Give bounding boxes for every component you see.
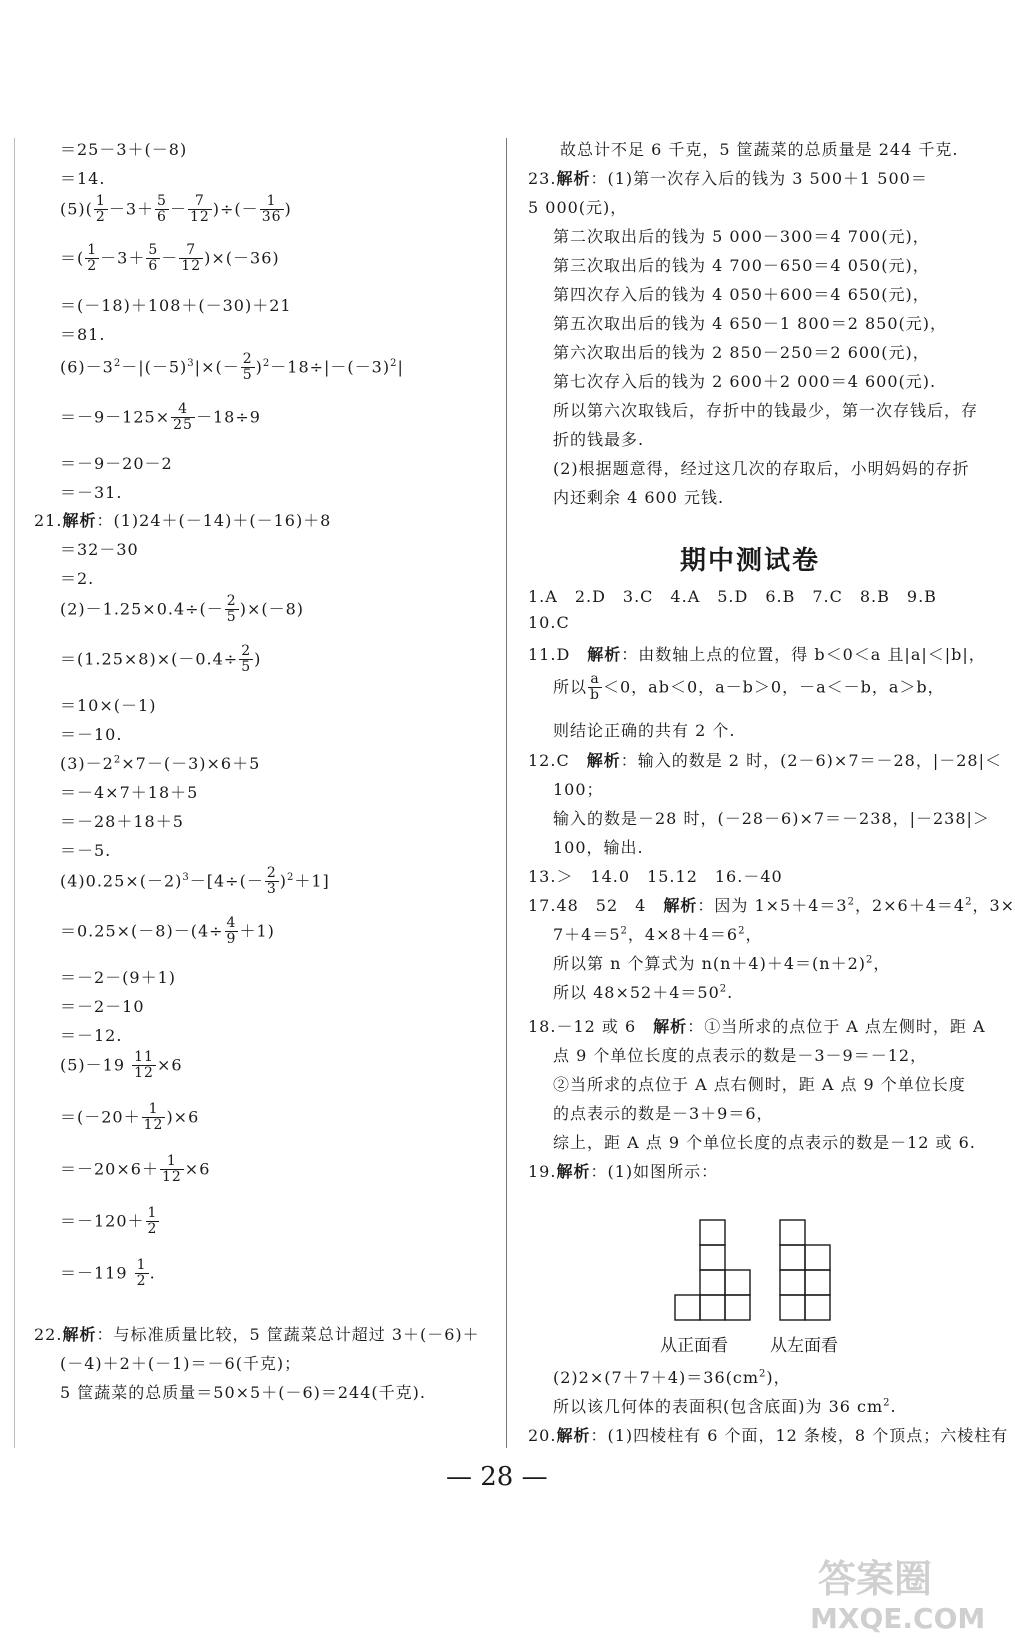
column-divider bbox=[506, 138, 507, 1448]
left-margin-rule bbox=[14, 138, 15, 1448]
equation-line: ＝－119 $\frac{1}{2}$ . bbox=[60, 1257, 156, 1290]
left-view-label: 从左面看 bbox=[770, 1336, 838, 1356]
text-line: 第四次存入后的钱为 4 050＋600＝4 650(元)， bbox=[553, 285, 930, 304]
text-line: ＝－2－10 bbox=[60, 997, 145, 1016]
equation-line: ＝－120＋ $\frac{1}{2}$ bbox=[60, 1205, 158, 1238]
fraction: $\frac{11}{12}$ bbox=[134, 1049, 154, 1082]
fraction: $\frac{a}{b}$ bbox=[590, 671, 600, 704]
fraction: $\frac{1}{12}$ bbox=[161, 1153, 182, 1186]
equation-line: ＝－20×6＋ $\frac{1}{12}$ ×6 bbox=[60, 1153, 211, 1186]
text-line: 第五次取出后的钱为 4 650－1 800＝2 850(元)， bbox=[553, 314, 947, 333]
fraction: $\frac{2}{3}$ bbox=[266, 865, 277, 898]
text-line: 第六次取出后的钱为 2 850－250＝2 600(元)， bbox=[553, 343, 930, 362]
fraction: $\frac{4}{9}$ bbox=[226, 915, 237, 948]
equation-line: $(6)-3^2-|(-5)^3|\times(-$ $\frac{2}{5}$ )$^2-18\div|-(-3)^2|$ bbox=[60, 351, 404, 384]
text-line: 100； bbox=[553, 780, 604, 799]
text-line: 内还剩余 4 600 元钱. bbox=[553, 488, 725, 507]
equation-line: $(3)-2^2\times 7-(-3)\times 6+5$ bbox=[60, 754, 261, 773]
equation-line bbox=[60, 402, 261, 434]
text-line: ＝－28＋18＋5 bbox=[60, 812, 184, 831]
text-line: (2)根据题意得，经过这几次的存取后，小明妈妈的存折 bbox=[553, 459, 970, 478]
answer-item: 18.－12 或 6 解析：①当所求的点位于 A 点左侧时，距 A bbox=[528, 1017, 986, 1036]
text-fragment: －|(－5) bbox=[121, 357, 188, 377]
text-line: 10.C bbox=[528, 613, 570, 632]
answer-item: 12.C 解析：输入的数是 2 时，(2－6)×7＝－28，|－28|＜ bbox=[528, 751, 1003, 770]
text-line: 5 000(元)， bbox=[528, 198, 628, 217]
text-fragment: －3＋ bbox=[100, 248, 146, 268]
analysis-label: 解析 bbox=[62, 511, 97, 530]
text-fragment: ) bbox=[255, 357, 263, 377]
fraction: $\frac{5}{6}$ bbox=[157, 193, 167, 226]
text-line: 则结论正确的共有 2 个. bbox=[553, 721, 736, 740]
equation-line: 所以第 n 个算式为 $n(n+4)+4=(n+2)^2$， bbox=[553, 954, 891, 973]
text-fragment: ) bbox=[284, 199, 292, 219]
text-line: 点 9 个单位长度的点表示的数是－3－9＝－12， bbox=[553, 1046, 928, 1065]
text-line: ＝－12. bbox=[60, 1026, 123, 1045]
text-line: ＝(－18)＋108＋(－30)＋21 bbox=[60, 296, 292, 315]
text-fragment: )÷(－ bbox=[212, 199, 259, 219]
equation-line: $(4)0.25\times(-2)^3-[4\div(-$ $\frac{2}{3}$ )$^2$＋1] bbox=[60, 865, 330, 898]
text-line: 综上，距 A 点 9 个单位长度的点表示的数是－12 或 6. bbox=[553, 1133, 976, 1152]
text-line: ＝－31. bbox=[60, 483, 123, 502]
text-fragment: ＝( bbox=[60, 248, 85, 268]
left-view-grid bbox=[780, 1220, 830, 1320]
text-fragment: (5)( bbox=[60, 199, 93, 219]
text-line: ＝－9－20－2 bbox=[60, 454, 173, 473]
text-line: ＝2. bbox=[60, 569, 95, 588]
text-line: 5 筐蔬菜的总质量＝50×5＋(－6)＝244(千克). bbox=[60, 1383, 426, 1402]
section-title: 期中测试卷 bbox=[680, 546, 821, 576]
text-line: 100，输出. bbox=[553, 838, 644, 857]
analysis-label: 解析 bbox=[586, 751, 621, 770]
analysis-label: 解析 bbox=[62, 1325, 97, 1344]
analysis-label: 解析 bbox=[556, 1426, 591, 1445]
text-line: ＝81. bbox=[60, 325, 106, 344]
answer-item: 22.解析：与标准质量比较，5 筐蔬菜总计超过 3＋(－6)＋ bbox=[34, 1325, 480, 1344]
views-figure bbox=[670, 1218, 850, 1328]
answer-item: 20.解析：(1)四棱柱有 6 个面，12 条棱，8 个顶点；六棱柱有 bbox=[528, 1426, 1009, 1445]
fraction: $\frac{7}{12}$ bbox=[181, 242, 202, 275]
text-fragment: － bbox=[169, 199, 187, 219]
fraction: $\frac{7}{12}$ bbox=[189, 193, 210, 226]
text-line: ＝32－30 bbox=[60, 540, 139, 559]
text-line: 故总计不足 6 千克，5 筐蔬菜的总质量是 244 千克. bbox=[560, 140, 959, 159]
text-line: (－4)＋2＋(－1)＝－6(千克)； bbox=[60, 1354, 302, 1373]
analysis-label: 解析 bbox=[653, 1017, 688, 1036]
text-fragment: |×(－ bbox=[194, 357, 240, 377]
fraction: $\frac{1}{2}$ bbox=[147, 1205, 158, 1238]
text-line: ＝－10. bbox=[60, 725, 123, 744]
text-line: 所以第六次取钱后，存折中的钱最少，第一次存钱后，存 bbox=[553, 401, 979, 420]
page-number: — 28 — bbox=[446, 1462, 548, 1492]
analysis-label: 解析 bbox=[587, 645, 622, 664]
text-line: ＝10×(－1) bbox=[60, 696, 157, 715]
equation-line: 所以 $\frac{a}{b}$ ＜0，ab＜0，a－b＞0，－a＜－b，a＞b， bbox=[553, 671, 945, 704]
equation-line bbox=[60, 194, 292, 226]
text-fragment: | bbox=[397, 357, 404, 377]
equation-line: 所以该几何体的表面积(包含底面)为 36 $cm^2$. bbox=[553, 1397, 897, 1416]
text-fragment: －3＋ bbox=[108, 199, 155, 219]
equation-line: (5)－19 $\frac{11}{12}$ ×6 bbox=[60, 1049, 183, 1082]
fraction: $\frac{2}{5}$ bbox=[242, 351, 253, 384]
fraction: $\frac{2}{5}$ bbox=[241, 643, 252, 676]
text-fragment: )×(－36) bbox=[204, 248, 280, 268]
answer-item: 19.解析：(1)如图所示： bbox=[528, 1162, 719, 1181]
text-line: ＝－5. bbox=[60, 841, 112, 860]
fraction: $\frac{5}{6}$ bbox=[148, 242, 159, 275]
equation-line: ＝(1.25×8)×(－0.4÷ $\frac{2}{5}$ ) bbox=[60, 643, 262, 676]
equation-line: (2)－1.25×0.4÷(－ $\frac{2}{5}$ )×(－8) bbox=[60, 593, 305, 626]
fraction: $\frac{1}{36}$ bbox=[261, 193, 282, 226]
text-line: 13.＞ 14.0 15.12 16.－40 bbox=[528, 867, 783, 886]
text-line: ②当所求的点位于 A 点右侧时，距 A 点 9 个单位长度 bbox=[553, 1075, 966, 1094]
text-line: 折的钱最多. bbox=[553, 430, 645, 449]
watermark-logo: 答案圈 bbox=[818, 1557, 933, 1601]
fraction: $\frac{1}{2}$ bbox=[95, 193, 106, 226]
equation-line: ＝0.25×(－8)－(4÷ $\frac{4}{9}$ ＋1) bbox=[60, 915, 275, 948]
text-line: ＝－2－(9＋1) bbox=[60, 968, 177, 987]
analysis-label: 解析 bbox=[663, 896, 698, 915]
front-view-label: 从正面看 bbox=[660, 1336, 728, 1356]
answer-item: 17.48 52 4 解析：因为 $1\times 5+4=3^2$，$2\times 6+4=4^2$，3× bbox=[528, 896, 1015, 915]
answer-item: 23.解析：(1)第一次存入后的钱为 3 500＋1 500＝ bbox=[528, 169, 928, 188]
front-view-grid bbox=[675, 1220, 750, 1320]
equation-line: 所以 $48\times 52+4=50^2$. bbox=[553, 983, 734, 1002]
text-fragment: －18÷|－(－3) bbox=[270, 357, 391, 377]
analysis-label: 解析 bbox=[556, 169, 591, 188]
fraction: $\frac{4}{25}$ bbox=[173, 401, 193, 434]
fraction: $\frac{1}{2}$ bbox=[87, 242, 98, 275]
watermark-url: MXQE.COM bbox=[810, 1602, 986, 1635]
text-line: 输入的数是－28 时，(－28－6)×7＝－238，|－238|＞ bbox=[553, 809, 990, 828]
text-line: 的点表示的数是－3＋9＝6， bbox=[553, 1104, 774, 1123]
text-line: 第七次存入后的钱为 2 600＋2 000＝4 600(元). bbox=[553, 372, 937, 391]
text-line: 第二次取出后的钱为 5 000－300＝4 700(元)， bbox=[553, 227, 930, 246]
text-line: ＝25－3＋(－8) bbox=[60, 140, 188, 159]
equation-line bbox=[60, 243, 280, 275]
text-fragment: (6)－3 bbox=[60, 357, 114, 377]
text-fragment: ＝－9－125× bbox=[60, 407, 171, 427]
answer-item: 11.D 解析：由数轴上点的位置，得 b＜0＜a 且|a|＜|b|， bbox=[528, 645, 986, 664]
answer-item: 21.解析：(1)24＋(－14)＋(－16)＋8 bbox=[34, 511, 332, 530]
text-fragment: － bbox=[161, 248, 179, 268]
fraction: $\frac{2}{5}$ bbox=[226, 593, 237, 626]
equation-line: ＝(－20＋ $\frac{1}{12}$ )×6 bbox=[60, 1101, 200, 1134]
text-line: ＝－4×7＋18＋5 bbox=[60, 783, 199, 802]
equation-line: $(2)2\times(7+7+4)=36(cm^2)$， bbox=[553, 1368, 791, 1387]
analysis-label: 解析 bbox=[556, 1162, 591, 1181]
equation-line: $7+4=5^2$，$4\times 8+4=6^2$， bbox=[553, 925, 763, 944]
text-line: ＝14. bbox=[60, 169, 106, 188]
text-line: 第三次取出后的钱为 4 700－650＝4 050(元)， bbox=[553, 256, 930, 275]
fraction: $\frac{1}{12}$ bbox=[143, 1101, 164, 1134]
text-fragment: －18÷9 bbox=[195, 407, 261, 427]
text-line: 1.A 2.D 3.C 4.A 5.D 6.B 7.C 8.B 9.B bbox=[528, 587, 937, 606]
fraction: $\frac{1}{2}$ bbox=[136, 1257, 147, 1290]
